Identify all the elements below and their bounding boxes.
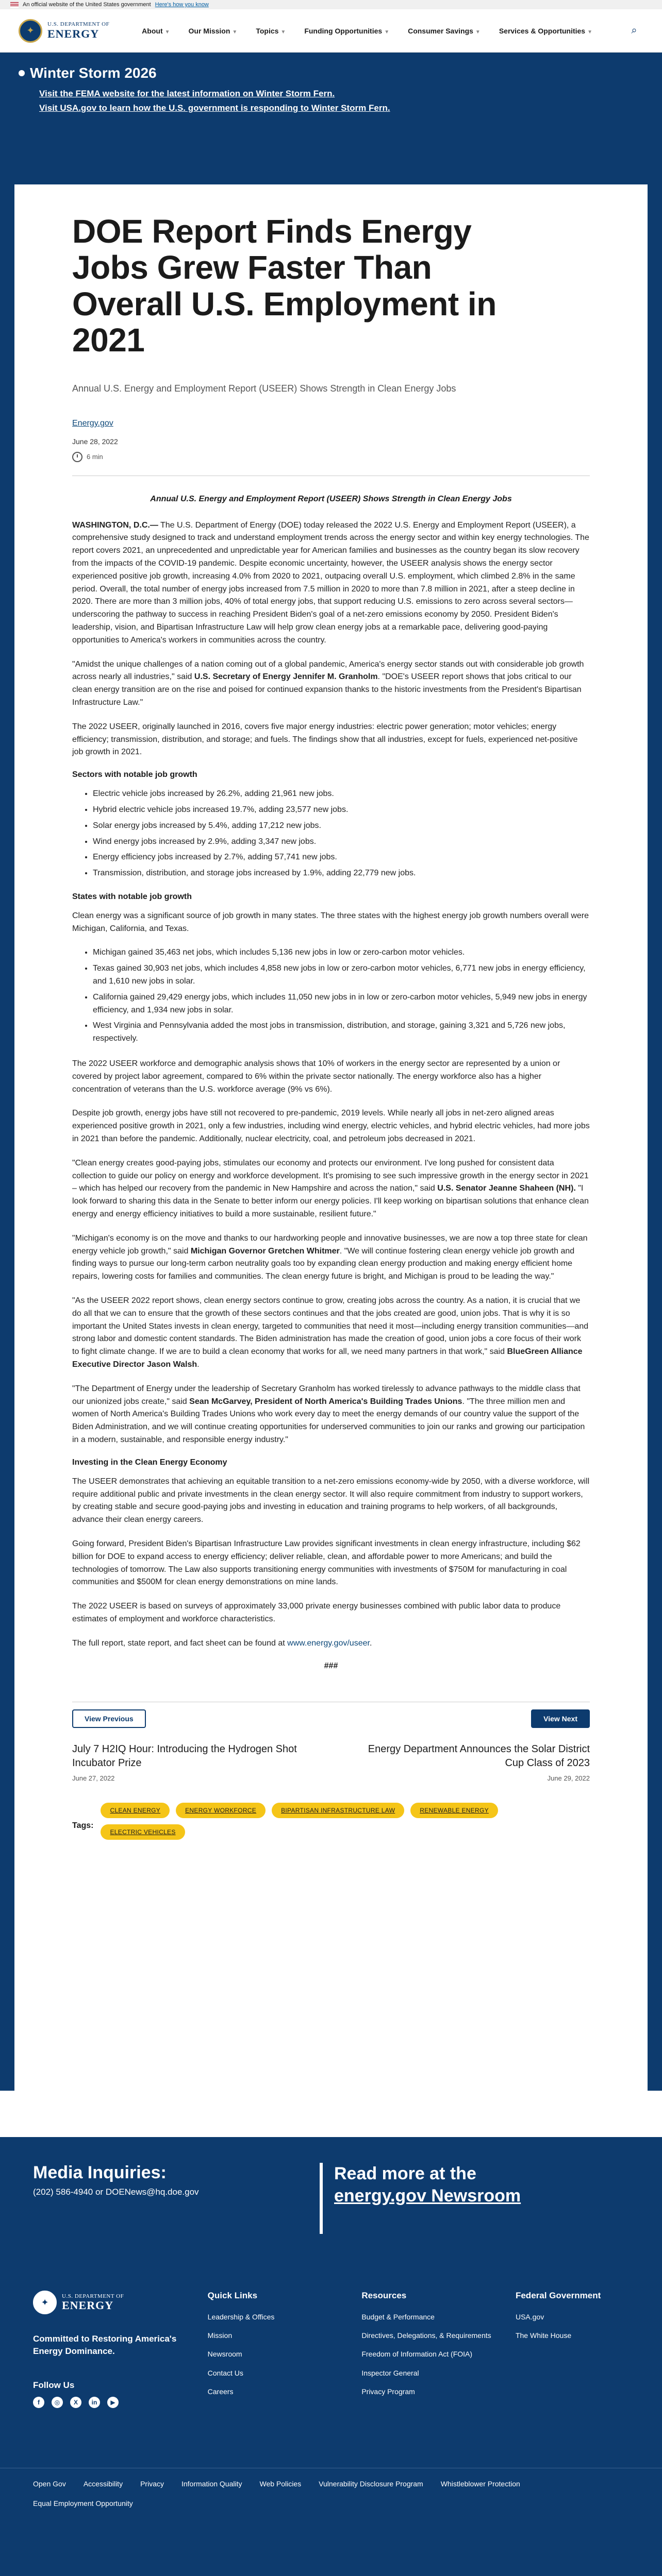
states-heading: States with notable job growth bbox=[72, 892, 192, 901]
tag-energy-workforce[interactable]: ENERGY WORKFORCE bbox=[176, 1803, 266, 1818]
footer-link[interactable]: Inspector General bbox=[361, 2368, 419, 2377]
social-links bbox=[33, 2397, 188, 2408]
article-date: June 28, 2022 bbox=[72, 437, 118, 446]
gov-banner bbox=[0, 0, 662, 9]
view-next-button[interactable]: View Next bbox=[531, 1709, 590, 1728]
previous-title[interactable]: July 7 H2IQ Hour: Introducing the Hydrogen Shot Incubator Prize bbox=[72, 1743, 297, 1769]
footer-bottom-link[interactable]: Whistleblower Protection bbox=[440, 2480, 520, 2488]
footer-link[interactable]: Privacy Program bbox=[361, 2387, 415, 2396]
next-title[interactable]: Energy Department Announces the Solar District Cup Class of 2023 bbox=[368, 1743, 590, 1769]
nav-about[interactable]: About ▼ bbox=[142, 26, 170, 35]
footer-link[interactable]: Newsroom bbox=[207, 2350, 242, 2359]
tag-electric-vehicles[interactable]: ELECTRIC VEHICLES bbox=[101, 1824, 185, 1840]
tag-clean-energy[interactable]: CLEAN ENERGY bbox=[101, 1803, 170, 1818]
list-item: • Michigan gained 35,463 net jobs, which includes 5,136 new jobs in low or zero-carbon motor vehicles. bbox=[93, 946, 590, 959]
chevron-down-icon: ▼ bbox=[384, 29, 390, 35]
tags-section bbox=[72, 1803, 590, 1840]
nav-services[interactable]: Services & Opportunities ▼ bbox=[499, 26, 593, 35]
footer-link[interactable]: Leadership & Offices bbox=[207, 2313, 275, 2321]
nav-topics[interactable]: Topics ▼ bbox=[256, 26, 286, 35]
sectors-list bbox=[93, 788, 590, 880]
clock-icon bbox=[72, 452, 82, 462]
media-contact[interactable]: (202) 586-4940 or DOENews@hq.doe.gov bbox=[33, 2187, 199, 2197]
nav-consumer-savings[interactable]: Consumer Savings ▼ bbox=[408, 26, 481, 35]
logo-big-text: ENERGY bbox=[47, 27, 100, 40]
alert-dot-icon bbox=[19, 70, 25, 76]
media-title: Media Inquiries: bbox=[33, 2163, 167, 2182]
tags-label: Tags: bbox=[72, 1821, 94, 1830]
tag-bipartisan-infrastructure-law[interactable]: BIPARTISAN INFRASTRUCTURE LAW bbox=[272, 1803, 404, 1818]
footer-bottom-link[interactable]: Web Policies bbox=[259, 2480, 302, 2488]
list-item: • West Virginia and Pennsylvania added the most jobs in transmission, distribution, and storage, gaining 3,321 and 5,726 new jobs, respectively. bbox=[93, 1020, 590, 1045]
list-item: • Energy efficiency jobs increased by 2.7%, adding 57,741 new jobs. bbox=[93, 851, 590, 864]
paragraph: "Clean energy creates good-paying jobs, stimulates our economy and protects our environment. I've long pushed for consistent data collection to guide our policy on energy and workforce development. It's promising to see such impressive growth in the energy sector in 2021 – which has helped our recovery from the pandemic in New Hampshire and across the nation," said U.S. Senator Jeanne Shaheen (NH). "I look forward to sharing this data in the Senate to better inform our energy policies. I'll keep working on bipartisan solutions that enhance clean energy and energy efficiency initiatives to build a more sustainable, resilient future." bbox=[72, 1158, 589, 1219]
list-item: • Electric vehicle jobs increased by 26.2%, adding 21,961 new jobs. bbox=[93, 788, 590, 801]
useer-link[interactable]: www.energy.gov/useer bbox=[287, 1638, 370, 1648]
footer-bottom-link[interactable]: Information Quality bbox=[181, 2480, 242, 2488]
previous-article bbox=[72, 1709, 315, 1782]
federal-government: Federal Government USA.gov The White House bbox=[516, 2291, 629, 2408]
footer-link[interactable]: Freedom of Information Act (FOIA) bbox=[361, 2350, 473, 2359]
logo-small-text: U.S. DEPARTMENT OF bbox=[47, 21, 110, 28]
chevron-down-icon: ▼ bbox=[164, 29, 170, 35]
doe-logo[interactable] bbox=[19, 19, 109, 43]
tags-list bbox=[101, 1803, 523, 1840]
chevron-down-icon: ▼ bbox=[587, 29, 593, 35]
footer-bottom bbox=[0, 2468, 662, 2507]
chevron-down-icon: ▼ bbox=[475, 29, 481, 35]
page-title: DOE Report Finds Energy Jobs Grew Faster Than Overall U.S. Employment in 2021 bbox=[72, 213, 496, 359]
chevron-down-icon: ▼ bbox=[232, 29, 238, 35]
footer-link[interactable]: USA.gov bbox=[515, 2313, 544, 2321]
nav-our-mission[interactable]: Our Mission ▼ bbox=[188, 26, 238, 35]
footer-link[interactable]: Contact Us bbox=[207, 2368, 243, 2377]
invest-heading: Investing in the Clean Energy Economy bbox=[72, 1458, 227, 1467]
doe-seal-icon: ✦ bbox=[33, 2291, 57, 2314]
follow-us-label: Follow Us bbox=[33, 2380, 75, 2390]
paragraph: The USEER demonstrates that achieving an equitable transition to a net-zero emissions economy-wide by 2050, with a diverse workforce, will require additional public and private investments in the clean energy sector. It will also require commitment from industry to support workers, by creating stable and secure good-paying jobs and investing in education and training programs to help workers, of all backgrounds, advance their clean energy careers. bbox=[72, 1477, 590, 1524]
paragraph: "Amidst the unique challenges of a nation coming out of a global pandemic, America's energy sector stands out with considerable job growth across nearly all industries," said U.S. Secretary of Energy Jennifer M. Granholm. "DOE's USEER report shows that jobs critical to our clean energy transition are on the rise and poised for continued expansion thanks to the historic investments from the President's Bipartisan Infrastructure Law." bbox=[72, 659, 584, 707]
paragraph: The 2022 USEER workforce and demographic analysis shows that 10% of workers in the energy sector are represented by a union or covered by project labor agreement, compared to 6% within the private sector nationally. The energy workforce also has a higher concentration of veterans than the U.S. workforce average (9% vs 6%). bbox=[72, 1059, 560, 1094]
paragraph: Despite job growth, energy jobs have still not recovered to pre-pandemic, 2019 levels. While nearly all jobs in net-zero aligned areas experienced positive growth in 2021, only a few industries, including wind energy, electric vehicles, and hybrid electric vehicles, had more jobs in 2021 than before the pandemic. Additionally, nuclear electricity, coal, and petroleum jobs decreased in 2021. bbox=[72, 1109, 590, 1144]
footer-link[interactable]: The White House bbox=[515, 2331, 572, 2340]
facebook-icon[interactable]: f bbox=[33, 2397, 44, 2408]
chevron-down-icon: ▼ bbox=[280, 29, 286, 35]
doe-seal-icon: ✦ bbox=[19, 19, 42, 43]
footer-link[interactable]: Careers bbox=[207, 2387, 234, 2396]
article-body bbox=[72, 519, 590, 1671]
list-item: • Hybrid electric vehicle jobs increased 19.7%, adding 23,577 new jobs. bbox=[93, 804, 590, 817]
footer-link[interactable]: Directives, Delegations, & Requirements bbox=[361, 2331, 491, 2340]
instagram-icon[interactable]: ◎ bbox=[52, 2397, 63, 2408]
list-item: • Texas gained 30,903 net jobs, which includes 4,858 new jobs in low or zero-carbon motor vehicles, 6,771 new jobs in energy efficiency, and 1,610 new jobs in solar. bbox=[93, 962, 590, 988]
states-list bbox=[93, 946, 590, 1045]
list-item: • Transmission, distribution, and storage jobs increased by 1.9%, adding 22,779 new jobs. bbox=[93, 867, 590, 880]
previous-date: June 27, 2022 bbox=[72, 1774, 115, 1782]
footer-bottom-link[interactable]: Accessibility bbox=[83, 2480, 123, 2488]
footer-bottom-link[interactable]: Privacy bbox=[140, 2480, 164, 2488]
footer-bottom-link[interactable]: Equal Employment Opportunity bbox=[33, 2499, 133, 2507]
main-nav bbox=[142, 27, 592, 35]
paragraph: "Michigan's economy is on the move and thanks to our hardworking people and innovative businesses, we are now a top three state for clean energy vehicle job growth," said Michigan Governor Gretchen Whitmer. "We will continue fostering clean energy vehicle job growth and finding ways to pursue our long-term carbon neutrality goals too by expanding clean energy production and making energy efficient home repairs, lowering costs for families and communities. The clean energy future is bright, and Michigan is proud to be leading the way." bbox=[72, 1233, 588, 1281]
search-icon[interactable]: ⌕ bbox=[631, 25, 637, 36]
article bbox=[14, 184, 648, 2091]
us-flag-icon bbox=[10, 2, 19, 8]
list-item: • Wind energy jobs increased by 2.9%, adding 3,347 new jobs. bbox=[93, 836, 590, 849]
alert-title: Winter Storm 2026 bbox=[30, 65, 157, 81]
source-link[interactable]: Energy.gov bbox=[72, 418, 113, 428]
nav-funding[interactable]: Funding Opportunities ▼ bbox=[304, 26, 390, 35]
alert-link-fema[interactable]: Visit the FEMA website for the latest information on Winter Storm Fern. bbox=[39, 89, 335, 98]
paragraph: The 2022 USEER, originally launched in 2016, covers five major energy industries: electric power generation; motor vehicles; energy efficiency; transmission, distribution, and storage; and fuels. The findings show that all industries, except for fuels, experienced net-positive job growth in 2021. bbox=[72, 722, 578, 757]
list-item: • California gained 29,429 energy jobs, which includes 11,050 new jobs in in low or zero-carbon motor vehicles, 5,949 new jobs in energy efficiency, and 1,934 new jobs in solar. bbox=[93, 991, 590, 1017]
newsroom-link[interactable]: Read more at the energy.gov Newsroom bbox=[320, 2163, 629, 2234]
media-inquiries bbox=[0, 2137, 662, 2260]
article-subtitle: Annual U.S. Energy and Employment Report (USEER) Shows Strength in Clean Energy Jobs bbox=[72, 383, 456, 394]
paragraph: The full report, state report, and fact sheet can be found at www.energy.gov/useer. bbox=[72, 1638, 372, 1648]
list-item: • Solar energy jobs increased by 5.4%, adding 17,212 new jobs. bbox=[93, 820, 590, 833]
footer-link[interactable]: Budget & Performance bbox=[361, 2313, 435, 2321]
site-footer bbox=[0, 2260, 662, 2576]
linkedin-icon[interactable]: in bbox=[89, 2397, 100, 2408]
resources: Resources Budget & Performance Directives, Delegations, & Requirements Freedom of Information Act (FOIA) Inspector General Privacy Program bbox=[361, 2291, 495, 2408]
sectors-heading: Sectors with notable job growth bbox=[72, 770, 197, 779]
gov-banner-text: An official website of the United States government bbox=[23, 2, 151, 8]
heres-how-link[interactable]: Here's how you know bbox=[155, 2, 209, 8]
alert-link-usagov[interactable]: Visit USA.gov to learn how the U.S. government is responding to Winter Storm Fern. bbox=[39, 103, 390, 113]
next-article bbox=[347, 1709, 590, 1782]
paragraph: "The Department of Energy under the leadership of Secretary Granholm has worked tirelessly to advance pathways to the middle class that our unionized jobs create," said Sean McGarvey, President of North America's Building Trades Unions. "The three million men and women of North America's Building Trades Unions who work every day to meet the energy demands of our country value the support of the Biden Administration, and we will continue creating opportunities for underserved communities to join our ranks and growing our participation in a modern, sustainable, and responsible energy industry." bbox=[72, 1384, 585, 1444]
paragraph: "As the USEER 2022 report shows, clean energy sectors continue to grow, creating jobs across the country. As a nation, it is crucial that we do all that we can to ensure that the growth of these sectors continues and that the jobs created are good, union jobs. That is why it is so important the United States invests in clean energy, targeted to communities that need it most—including energy transition communities—and strong labor and domestic content standards. The Biden administration has made the creation of good, union jobs a core focus of their work to fight climate change. If we are to build a clean economy that works for all, we need many partners in that work," said BlueGreen Alliance Executive Director Jason Walsh. bbox=[72, 1296, 589, 1369]
x-icon[interactable]: X bbox=[70, 2397, 81, 2408]
next-date: June 29, 2022 bbox=[547, 1774, 590, 1782]
tag-renewable-energy[interactable]: RENEWABLE ENERGY bbox=[410, 1803, 498, 1818]
footer-logo[interactable]: ✦ U.S. DEPARTMENT OF ENERGY bbox=[33, 2291, 188, 2314]
end-marks: ### bbox=[324, 1661, 338, 1670]
footer-bottom-link[interactable]: Vulnerability Disclosure Program bbox=[319, 2480, 423, 2488]
article-lead: Annual U.S. Energy and Employment Report (USEER) Shows Strength in Clean Energy Jobs bbox=[150, 494, 512, 503]
footer-tagline: Committed to Restoring America's Energy Dominance. bbox=[33, 2334, 177, 2356]
paragraph: Clean energy was a significant source of job growth in many states. The three states with the highest energy job growth numbers overall were Michigan, California, and Texas. bbox=[72, 911, 589, 933]
quick-links: Quick Links Leadership & Offices Mission Newsroom Contact Us Careers bbox=[208, 2291, 342, 2408]
paragraph: WASHINGTON, D.C.— The U.S. Department of Energy (DOE) today released the 2022 U.S. Energy and Employment Report (USEER), a comprehensive study designed to track and understand employment trends across the energy sector and within key energy technologies. The report covers 2021, an unprecedented and unpredictable year for American families and businesses as the country began its slow recovery from the impacts of the COVID-19 pandemic. Despite economic uncertainty, however, the USEER analysis shows the energy sector experienced positive job growth, increasing 4.0% from 2020 to 2021, outpacing overall U.S. employment, which climbed 2.8% in the same period. Overall, the total number of energy jobs increased from 7.5 million in 2020 to more than 7.8 million in 2021, after a steep decline in 2020. There are more than 3 million jobs, 40% of total energy jobs, that support reducing U.S. emissions to zero across several sectors—underscoring the pathway to success in reaching President Biden's goal of a net-zero emissions economy by 2050. President Biden's leadership, vision, and Bipartisan Infrastructure Law will help grow clean energy jobs at a remarkable pace, delivering good-paying opportunities to America's workers in communities across the country. bbox=[72, 520, 589, 645]
footer-link[interactable]: Mission bbox=[207, 2331, 233, 2340]
view-previous-button[interactable]: View Previous bbox=[72, 1709, 146, 1728]
paragraph: Going forward, President Biden's Bipartisan Infrastructure Law provides significant investments in clean energy infrastructure, including $62 billion for DOE to expand access to energy efficiency; deliver reliable, clean, and affordable power to more Americans; and build the technologies of tomorrow. The Law also supports transitioning energy communities with investments of $750M for manufacturing in coal communities and $500M for clean energy demonstrations on mine lands. bbox=[72, 1539, 581, 1587]
read-time: 6 min bbox=[72, 452, 590, 462]
paragraph: The 2022 USEER is based on surveys of approximately 33,000 private energy businesses combined with public labor data to produce estimates of employment and workforce characteristics. bbox=[72, 1602, 561, 1623]
footer-bottom-link[interactable]: Open Gov bbox=[33, 2480, 66, 2488]
youtube-icon[interactable]: ▶ bbox=[107, 2397, 119, 2408]
site-header bbox=[0, 9, 662, 53]
article-pager bbox=[72, 1702, 590, 1782]
